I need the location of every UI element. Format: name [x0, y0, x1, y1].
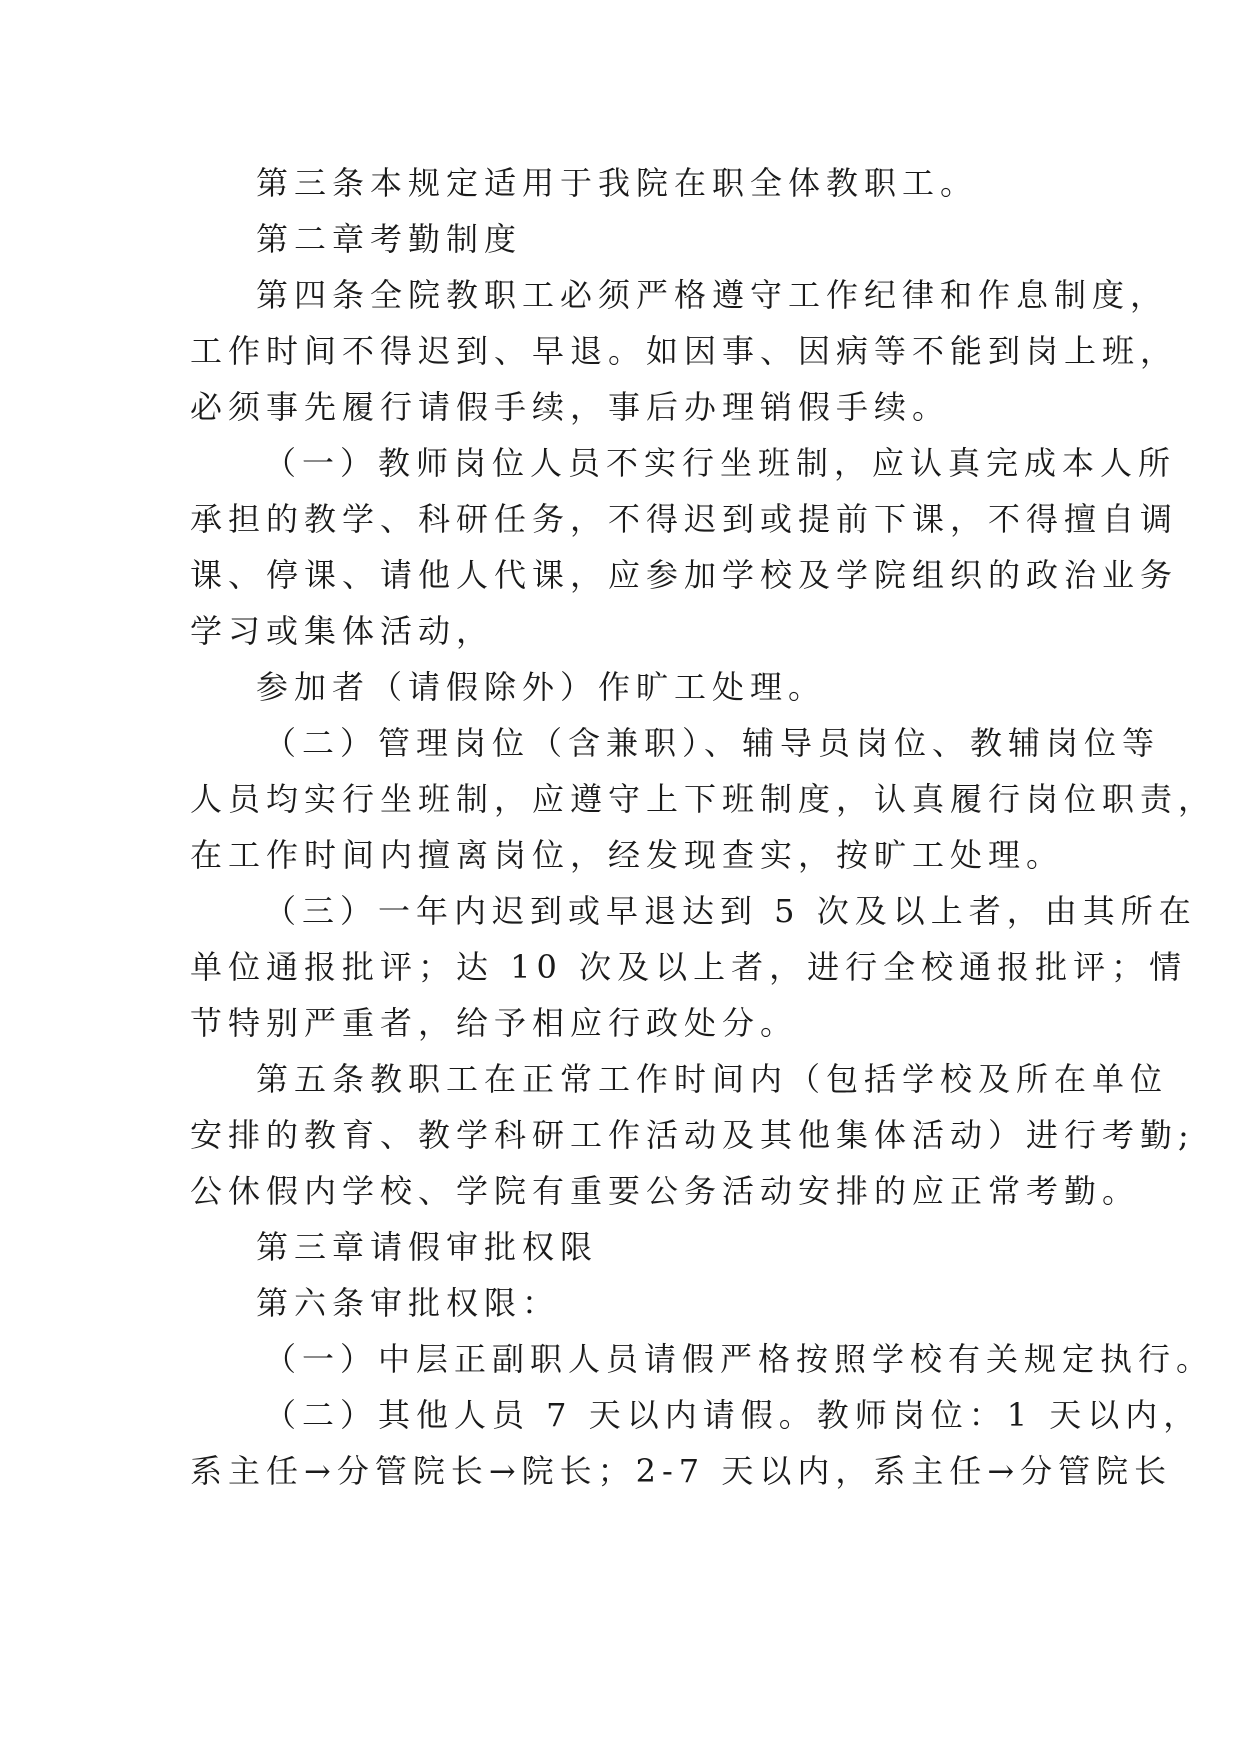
item-1-line-3: 课、停课、请他人代课，应参加学校及学院组织的政治业务	[190, 556, 1179, 594]
item-1-line-1: （一）教师岗位人员不实行坐班制，应认真完成本人所	[264, 444, 1177, 482]
article-6-line-1: 第六条审批权限：	[256, 1284, 561, 1322]
item-1-line-2: 承担的教学、科研任务，不得迟到或提前下课，不得擅自调	[190, 500, 1179, 538]
article-6-item-2-line-1: （二）其他人员 7 天以内请假。教师岗位：1 天以内，	[264, 1396, 1202, 1434]
article-5-line-2: 安排的教育、教学科研工作活动及其他集体活动）进行考勤;	[190, 1116, 1195, 1154]
article-4-line-3: 必须事先履行请假手续，事后办理销假手续。	[190, 388, 951, 426]
article-3-line: 第三条本规定适用于我院在职全体教职工。	[256, 164, 979, 202]
article-5-line-3: 公休假内学校、学院有重要公务活动安排的应正常考勤。	[190, 1172, 1141, 1210]
item-2-line-1: （二）管理岗位（含兼职）、辅导员岗位、教辅岗位等	[264, 724, 1161, 762]
item-1-line-5: 参加者（请假除外）作旷工处理。	[256, 668, 827, 706]
article-6-item-2-line-2: 系主任→分管院长→院长；2-7 天以内，系主任→分管院长	[190, 1452, 1173, 1490]
document-body	[190, 155, 1217, 1499]
item-1-line-4: 学习或集体活动，	[190, 612, 495, 650]
article-4-line-1: 第四条全院教职工必须严格遵守工作纪律和作息制度，	[256, 276, 1169, 314]
item-3-line-1: （三）一年内迟到或早退达到 5 次及以上者，由其所在	[264, 892, 1197, 930]
item-2-line-3: 在工作时间内擅离岗位，经发现查实，按旷工处理。	[190, 836, 1065, 874]
chapter-3-heading: 第三章请假审批权限	[256, 1228, 599, 1266]
item-3-line-3: 节特别严重者，给予相应行政处分。	[190, 1004, 799, 1042]
article-5-line-1: 第五条教职工在正常工作时间内（包括学校及所在单位	[256, 1060, 1169, 1098]
item-3-line-2: 单位通报批评；达 10 次及以上者，进行全校通报批评；情	[190, 948, 1188, 986]
item-2-line-2: 人员均实行坐班制，应遵守上下班制度，认真履行岗位职责，	[190, 780, 1217, 818]
article-6-item-1: （一）中层正副职人员请假严格按照学校有关规定执行。	[264, 1340, 1215, 1378]
chapter-2-heading: 第二章考勤制度	[256, 220, 523, 258]
article-4-line-2: 工作时间不得迟到、早退。如因事、因病等不能到岗上班，	[190, 332, 1179, 370]
